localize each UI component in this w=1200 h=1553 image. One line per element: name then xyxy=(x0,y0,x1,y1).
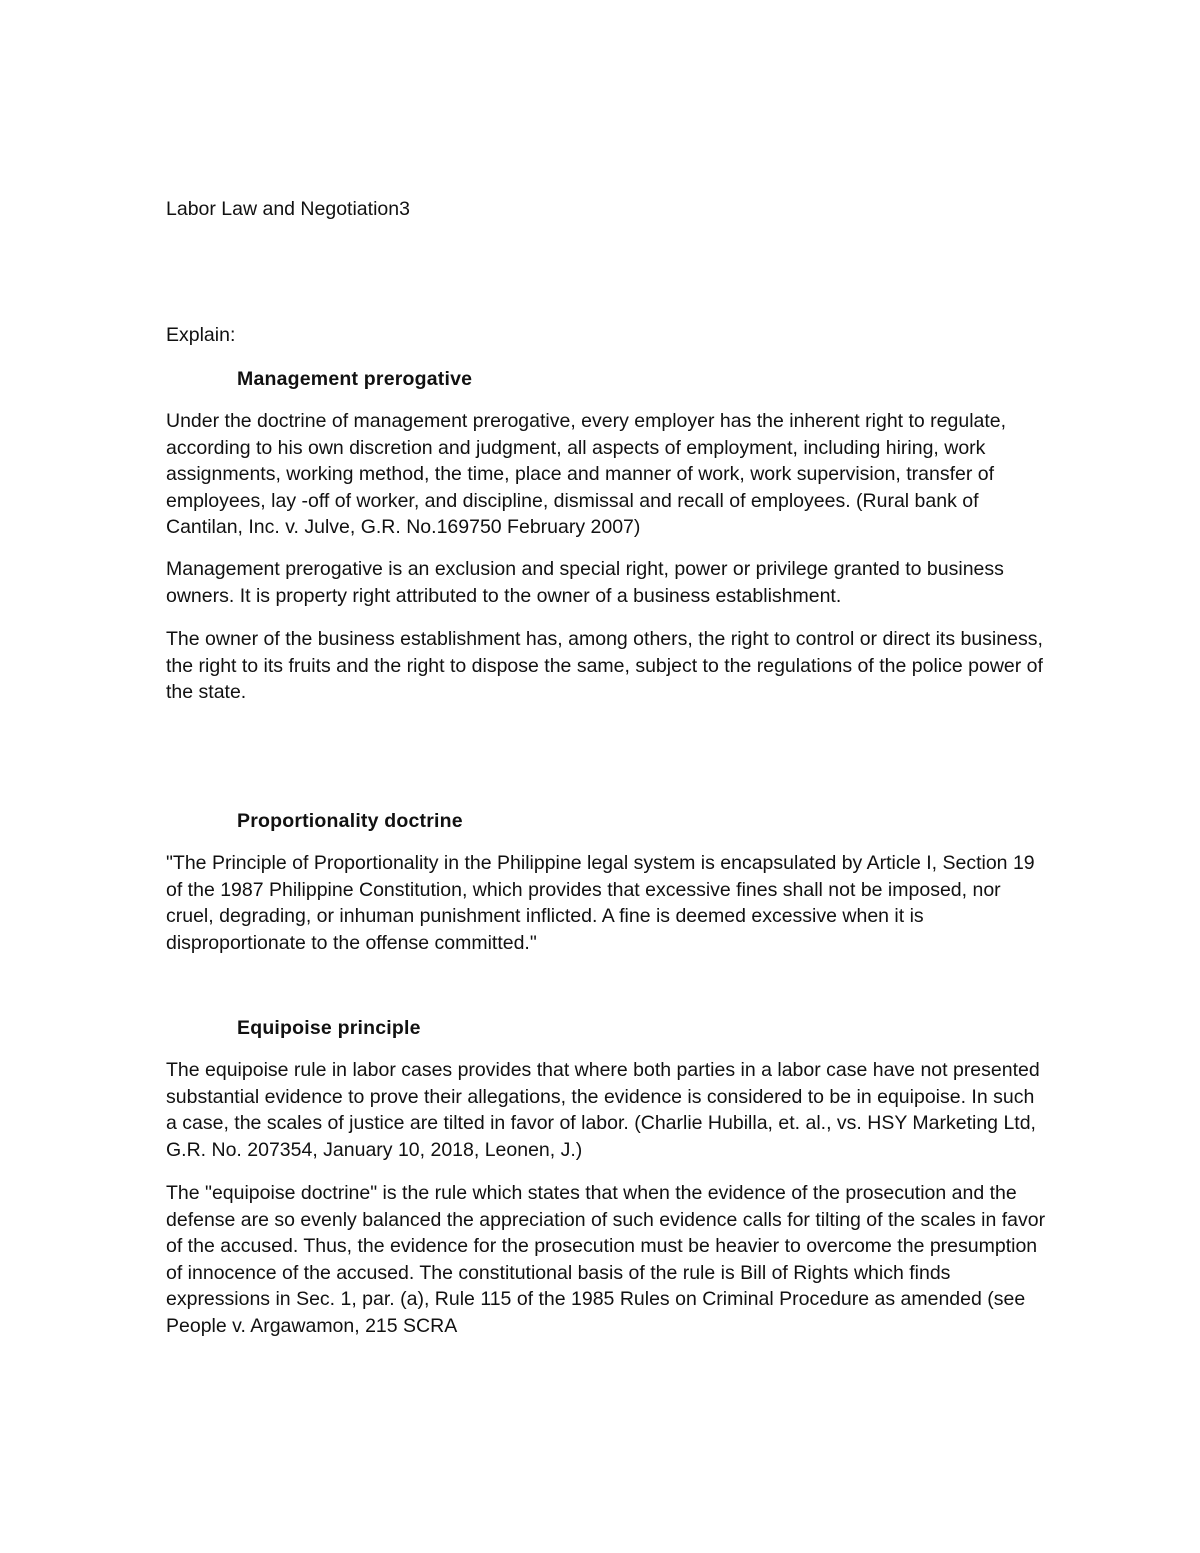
paragraph-proportionality-quote: "The Principle of Proportionality in the Philippine legal system is encapsulated by Article I, Section 19 of the 1987 Philippine Constitution, which provides that excessive fines shall not be imposed, nor cruel, degrading, or inhuman punishment inflicted. A fine is deemed excessive when it is disproportionate to the offense committed." xyxy=(166,852,1035,954)
document-title: Labor Law and Negotiation3 xyxy=(166,198,410,220)
paragraph-management-owner-rights: The owner of the business establishment has, among others, the right to control or direct its business, the right to its fruits and the right to dispose the same, subject to the regulations of the police power of the state. xyxy=(166,628,1043,703)
explain-label: Explain: xyxy=(166,324,236,346)
section-heading-proportionality-doctrine: Proportionality doctrine xyxy=(237,810,463,832)
section-heading-management-prerogative: Management prerogative xyxy=(237,368,473,390)
paragraph-management-exclusion: Management prerogative is an exclusion and special right, power or privilege granted to business owners. It is property right attributed to the owner of a business establishment. xyxy=(166,558,1004,607)
paragraph-management-definition: Under the doctrine of management prerogative, every employer has the inherent right to regulate, according to his own discretion and judgment, all aspects of employment, including hiring, work assignments, working method, the time, place and manner of work, work supervision, transfer of employees, lay -off of worker, and discipline, dismissal and recall of employees. (Rural bank of Cantilan, Inc. v. Julve, G.R. No.169750 February 2007) xyxy=(166,410,1007,538)
paragraph-equipoise-labor-rule: The equipoise rule in labor cases provides that where both parties in a labor case have not presented substantial evidence to prove their allegations, the evidence is considered to be in equipoise. In such a case, the scales of justice are tilted in favor of labor. (Charlie Hubilla, et. al., vs. HSY Marketing Ltd, G.R. No. 207354, January 10, 2018, Leonen, J.) xyxy=(166,1059,1040,1161)
paragraph-equipoise-doctrine: The "equipoise doctrine" is the rule which states that when the evidence of the prosecution and the defense are so evenly balanced the appreciation of such evidence calls for tilting of the scales in favor of the accused. Thus, the evidence for the prosecution must be heavier to overcome the presumption of innocence of the accused. The constitutional basis of the rule is Bill of Rights which finds expressions in Sec. 1, par. (a), Rule 115 of the 1985 Rules on Criminal Procedure as amended (see People v. Argawamon, 215 SCRA xyxy=(166,1182,1046,1337)
section-heading-equipoise-principle: Equipoise principle xyxy=(237,1017,421,1039)
